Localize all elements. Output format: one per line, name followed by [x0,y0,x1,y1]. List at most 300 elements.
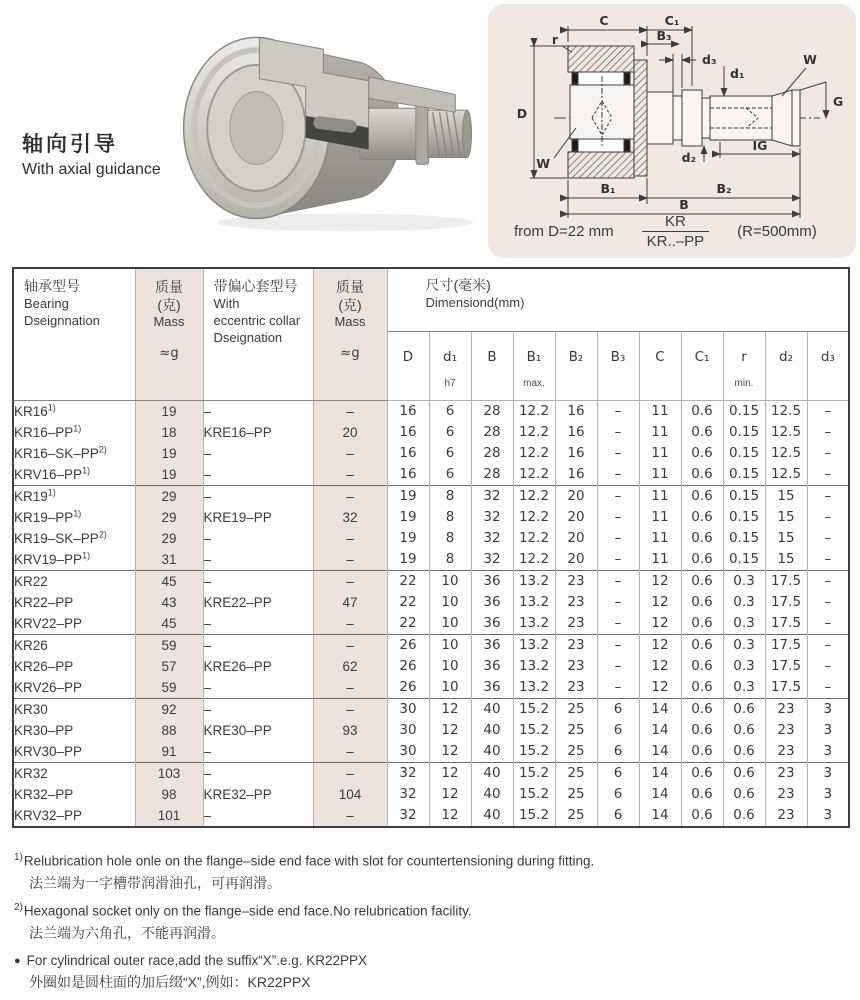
bearing-designation: KRV22–PP [13,613,135,635]
dim-value: 0.6 [681,401,723,423]
table-row [13,464,849,486]
dim-value: 23 [765,699,807,721]
dim-value: 15 [765,507,807,528]
dim-col-header [807,332,849,401]
collar-designation: – [203,401,313,423]
dim-value: 23 [765,720,807,741]
collar-designation: – [203,635,313,657]
footnote [14,900,846,943]
dim-value: 14 [639,805,681,827]
dim-col-header [639,332,681,401]
footnote-ref: 1) [73,423,82,434]
dim-value: 15 [765,486,807,508]
footnote-ref: 2) [98,444,107,455]
table-row [13,720,849,741]
dim-value: – [597,549,639,571]
dim-value: 11 [639,422,681,443]
dim-value: 8 [429,486,471,508]
dim-col-header [555,332,597,401]
dim-value: 32 [471,486,513,508]
dim-value: 15 [765,528,807,549]
dim-value: 12 [639,613,681,635]
dim-value: 23 [555,656,597,677]
dim-value: 36 [471,656,513,677]
dim-value: 17.5 [765,571,807,593]
footnote-ref: 1) [47,402,56,413]
dim-value: 17.5 [765,656,807,677]
mass-value: 29 [135,486,203,508]
dim-value: 20 [555,528,597,549]
dim-value: 16 [555,443,597,464]
mass-value: 59 [135,677,203,699]
dim-value: 17.5 [765,677,807,699]
dim-col-note: h7 [444,378,456,389]
dim-value: 12.2 [513,443,555,464]
dim-value: – [597,443,639,464]
dim-value: 12 [429,763,471,785]
footnote-zh: 法兰端为六角孔，不能再润滑。 [29,925,225,942]
dim-value: 15 [765,549,807,571]
header-mass-2 [313,268,387,401]
dim-value: – [597,507,639,528]
dim-value: 12 [429,784,471,805]
dim-value: 23 [555,635,597,657]
dim-value: 12 [639,592,681,613]
dim-value: 12 [429,741,471,763]
table-row [13,677,849,699]
collar-designation: – [203,699,313,721]
collar-zh: 带偏心套型号 [213,278,298,294]
dim-value: 0.6 [681,656,723,677]
dim-col-note [473,378,512,390]
dim-label-b1: B₁ [600,181,616,196]
dim-value: 6 [597,720,639,741]
collar-designation: KRE30–PP [203,720,313,741]
dim-value: 36 [471,592,513,613]
dim-value: 32 [387,805,429,827]
dim-value: 19 [387,486,429,508]
dim-value: 25 [555,699,597,721]
dim-value: 0.6 [681,571,723,593]
dim-value: 0.6 [681,613,723,635]
dim-value: 40 [471,741,513,763]
dim-value: 0.3 [723,656,765,677]
dim-value: – [807,486,849,508]
dim-value: 15.2 [513,763,555,785]
dim-value: – [597,635,639,657]
dim-col-letter: r [741,349,747,365]
dim-label-w-bottom: W [536,156,550,171]
bearing-designation: KR19$^{1)}$ [13,486,135,508]
dim-value: 0.6 [681,805,723,827]
dim-value: 0.6 [723,805,765,827]
dim-value: – [807,592,849,613]
mass-value: 19 [135,443,203,464]
bearing-designation: KR16$^{1)}$ [13,401,135,423]
dim-value: 0.3 [723,613,765,635]
header-dimensions [387,268,849,332]
dims-en: Dimensiond(mm) [425,295,525,311]
dim-label-b2: B₂ [716,181,732,196]
dim-value: 14 [639,784,681,805]
dim-value: 26 [387,677,429,699]
dim-value: 40 [471,805,513,827]
mass-value: 29 [135,528,203,549]
dim-col-letter: C [655,349,665,365]
dim-value: – [597,677,639,699]
dim-col-note [767,378,806,390]
dim-value: 23 [555,571,597,593]
dim-value: – [807,656,849,677]
collar-mass-value: – [313,401,387,423]
dim-col-note [809,378,848,390]
dim-value: 23 [765,763,807,785]
dim-col-header [681,332,723,401]
dim-value: 12.2 [513,549,555,571]
bearing-designation: KR32–PP [13,784,135,805]
dim-value: 6 [429,443,471,464]
dim-value: 12 [639,656,681,677]
mass-value: 103 [135,763,203,785]
dim-value: 0.6 [681,528,723,549]
mass-kg: (克) [338,297,362,314]
mass-approx: ≈g [340,346,360,362]
table-row [13,699,849,721]
header-bearing-en1: Bearing [24,296,69,312]
dim-value: 12.2 [513,486,555,508]
collar-designation: – [203,763,313,785]
mass-en: Mass [153,314,185,330]
dim-label-d2: d₂ [681,150,696,165]
dim-value: 10 [429,592,471,613]
footnote-ref: 1) [73,508,82,519]
dim-col-letter: d₃ [820,349,835,365]
dim-value: 12 [639,635,681,657]
footnote-en: ● For cylindrical outer race,add the suffix“X”.e.g. KR22PPX [14,952,368,968]
collar-mass-value: – [313,443,387,464]
dim-value: 0.6 [681,549,723,571]
dim-col-note: min. [734,378,754,389]
collar-en1: With [213,296,240,312]
collar-mass-value: – [313,613,387,635]
dim-value: 12.2 [513,401,555,423]
dim-value: 16 [555,422,597,443]
dim-value: 13.2 [513,677,555,699]
dim-value: 36 [471,677,513,699]
dim-value: – [597,486,639,508]
dim-value: – [597,464,639,486]
dim-value: 6 [429,422,471,443]
dim-value: 0.6 [681,784,723,805]
collar-designation: – [203,549,313,571]
dim-value: 20 [555,549,597,571]
dim-value: 3 [807,784,849,805]
dim-col-letter: d₁ [443,349,457,365]
collar-mass-value: – [313,699,387,721]
dim-value: 0.6 [681,592,723,613]
mass-value: 31 [135,549,203,571]
dim-value: 11 [639,486,681,508]
header-mass-1 [135,268,203,401]
dim-value: 3 [807,741,849,763]
header-bearing-zh: 轴承型号 [24,278,80,294]
dim-value: 22 [387,571,429,593]
dim-value: 6 [429,464,471,486]
collar-designation: KRE22–PP [203,592,313,613]
dim-value: 23 [765,784,807,805]
dim-value: 12.2 [513,464,555,486]
dim-value: 0.15 [723,507,765,528]
dim-value: 0.6 [723,763,765,785]
dim-value: 0.6 [681,763,723,785]
mass-value: 18 [135,422,203,443]
collar-mass-value: 62 [313,656,387,677]
dim-value: – [807,613,849,635]
dim-label-c1: C₁ [664,13,680,28]
dim-value: – [807,571,849,593]
dim-value: 15.2 [513,784,555,805]
dim-label-ig: IG [752,138,768,153]
dim-value: 11 [639,443,681,464]
collar-mass-value: – [313,805,387,827]
dim-value: 25 [555,763,597,785]
bearing-designation: KR16–SK–PP$^{2)}$ [13,443,135,464]
dim-value: 0.6 [723,699,765,721]
dim-value: 32 [471,549,513,571]
collar-designation: KRE32–PP [203,784,313,805]
table-row [13,741,849,763]
dim-value: – [807,528,849,549]
table-row [13,443,849,464]
footnote-en: $^{1)}$Relubrication hole onle on the flange–side end face with slot for countertensioning during fitting. [14,852,595,869]
bearing-designation: KR30–PP [13,720,135,741]
bearing-designation: KR26 [13,635,135,657]
dim-col-header [765,332,807,401]
dim-col-note: max. [523,378,545,389]
dim-value: 12.2 [513,507,555,528]
dim-value: – [597,571,639,593]
mass-value: 59 [135,635,203,657]
dim-value: 0.6 [681,507,723,528]
collar-designation: KRE26–PP [203,656,313,677]
mass-en: Mass [334,314,366,330]
dim-value: 3 [807,805,849,827]
collar-designation: – [203,741,313,763]
mass-approx: ≈g [159,346,179,362]
collar-mass-value: – [313,763,387,785]
dim-value: 11 [639,507,681,528]
dim-value: 10 [429,677,471,699]
mass-value: 91 [135,741,203,763]
dim-value: 36 [471,635,513,657]
dim-value: 8 [429,528,471,549]
collar-mass-value: – [313,677,387,699]
mass-value: 19 [135,464,203,486]
dim-value: 0.15 [723,401,765,423]
dims-zh: 尺寸(毫米) [425,277,491,293]
dim-value: 12.5 [765,401,807,423]
dim-value: 32 [387,763,429,785]
dim-value: 13.2 [513,592,555,613]
dim-value: 0.15 [723,486,765,508]
dim-value: 10 [429,571,471,593]
dim-col-letter: C₁ [694,349,710,365]
table-row [13,763,849,785]
dim-label-d1: d₁ [730,66,745,81]
dim-value: 0.6 [681,677,723,699]
dim-value: 17.5 [765,613,807,635]
collar-mass-value: – [313,741,387,763]
bearing-designation: KR26–PP [13,656,135,677]
collar-mass-value: 20 [313,422,387,443]
footnote-ref: 1) [82,465,91,476]
dim-value: 0.15 [723,549,765,571]
dim-value: 17.5 [765,635,807,657]
collar-designation: – [203,464,313,486]
dim-value: 15.2 [513,699,555,721]
collar-mass-value: 104 [313,784,387,805]
bearing-table [12,267,850,828]
dim-label-b3: B₃ [656,28,672,43]
dim-col-note [389,378,428,390]
table-row [13,528,849,549]
dim-value: 14 [639,763,681,785]
dim-value: 25 [555,741,597,763]
dim-value: 0.6 [723,784,765,805]
dim-value: 40 [471,699,513,721]
dim-value: 6 [429,401,471,423]
dim-value: 17.5 [765,592,807,613]
footnote-ref: 2) [98,529,107,540]
dim-value: 23 [555,613,597,635]
dim-col-header [513,332,555,401]
dim-value: 28 [471,443,513,464]
table-row [13,507,849,528]
dim-value: 22 [387,613,429,635]
table-row [13,571,849,593]
bearing-designation: KR22–PP [13,592,135,613]
dim-value: – [597,528,639,549]
dim-value: 11 [639,528,681,549]
mass-value: 45 [135,571,203,593]
dim-value: 0.3 [723,635,765,657]
dim-value: 12 [429,720,471,741]
dim-value: – [807,549,849,571]
collar-designation: – [203,677,313,699]
title-en: With axial guidance [22,161,161,178]
collar-designation: – [203,571,313,593]
mass-kg: (克) [157,297,181,314]
bearing-designation: KR16–PP$^{1)}$ [13,422,135,443]
bearing-designation: KR30 [13,699,135,721]
dim-value: 28 [471,401,513,423]
dim-value: 0.6 [681,699,723,721]
dim-value: 12 [639,571,681,593]
dim-label-d: D [516,106,528,121]
dim-value: 28 [471,464,513,486]
table-row [13,784,849,805]
dim-col-note [641,378,680,390]
collar-designation: – [203,613,313,635]
dim-value: 13.2 [513,656,555,677]
dim-value: 3 [807,699,849,721]
collar-mass-value: – [313,486,387,508]
dim-value: – [807,401,849,423]
dim-value: – [597,592,639,613]
header-bearing [13,268,135,401]
table-row [13,613,849,635]
dim-value: 30 [387,699,429,721]
footnote-marker: 2) [14,902,23,914]
mass-value: 29 [135,507,203,528]
dim-value: 8 [429,507,471,528]
footnote-ref: 1) [47,487,56,498]
dim-value: 0.3 [723,677,765,699]
dim-value: – [807,464,849,486]
mass-value: 45 [135,613,203,635]
mass-value: 88 [135,720,203,741]
series-fraction [642,213,710,251]
dim-col-header [597,332,639,401]
footnote-en: $^{2)}$Hexagonal socket only on the flange–side end face.No relubrication facility. [14,902,472,919]
collar-mass-value: – [313,571,387,593]
dim-col-header [723,332,765,401]
dim-value: 15.2 [513,805,555,827]
series-kr: KR [664,212,686,230]
dim-value: 19 [387,549,429,571]
dim-value: – [807,635,849,657]
dim-value: – [597,656,639,677]
bearing-photo-render [158,12,473,240]
dim-value: 0.6 [681,422,723,443]
bearing-designation: KRV30–PP [13,741,135,763]
bearing-designation: KRV26–PP [13,677,135,699]
dim-value: 19 [387,528,429,549]
dim-value: 22 [387,592,429,613]
collar-mass-value: – [313,528,387,549]
dim-col-letter: B₂ [568,349,584,365]
table-row [13,592,849,613]
table-row [13,549,849,571]
dim-value: 10 [429,635,471,657]
dim-value: 0.6 [681,443,723,464]
dim-value: 0.15 [723,528,765,549]
dim-value: 3 [807,720,849,741]
diagram-caption [514,213,848,251]
dim-value: 40 [471,763,513,785]
dim-value: 12.5 [765,443,807,464]
bearing-designation: KRV16–PP$^{1)}$ [13,464,135,486]
footnote [14,850,846,893]
dim-value: – [807,422,849,443]
dim-col-letter: B₃ [610,349,626,365]
mass-value: 19 [135,401,203,423]
dim-value: 0.15 [723,443,765,464]
dim-col-letter: B [487,349,497,365]
dim-value: 12.2 [513,422,555,443]
dim-value: 30 [387,741,429,763]
collar-mass-value: – [313,549,387,571]
dim-col-note [683,378,722,390]
dim-label-c: C [599,13,609,28]
dim-value: 26 [387,656,429,677]
dim-value: 19 [387,507,429,528]
mass-value: 101 [135,805,203,827]
dim-value: 6 [597,763,639,785]
caption-suffix: (R=500mm) [737,222,817,240]
dim-value: 12 [639,677,681,699]
collar-mass-value: 32 [313,507,387,528]
